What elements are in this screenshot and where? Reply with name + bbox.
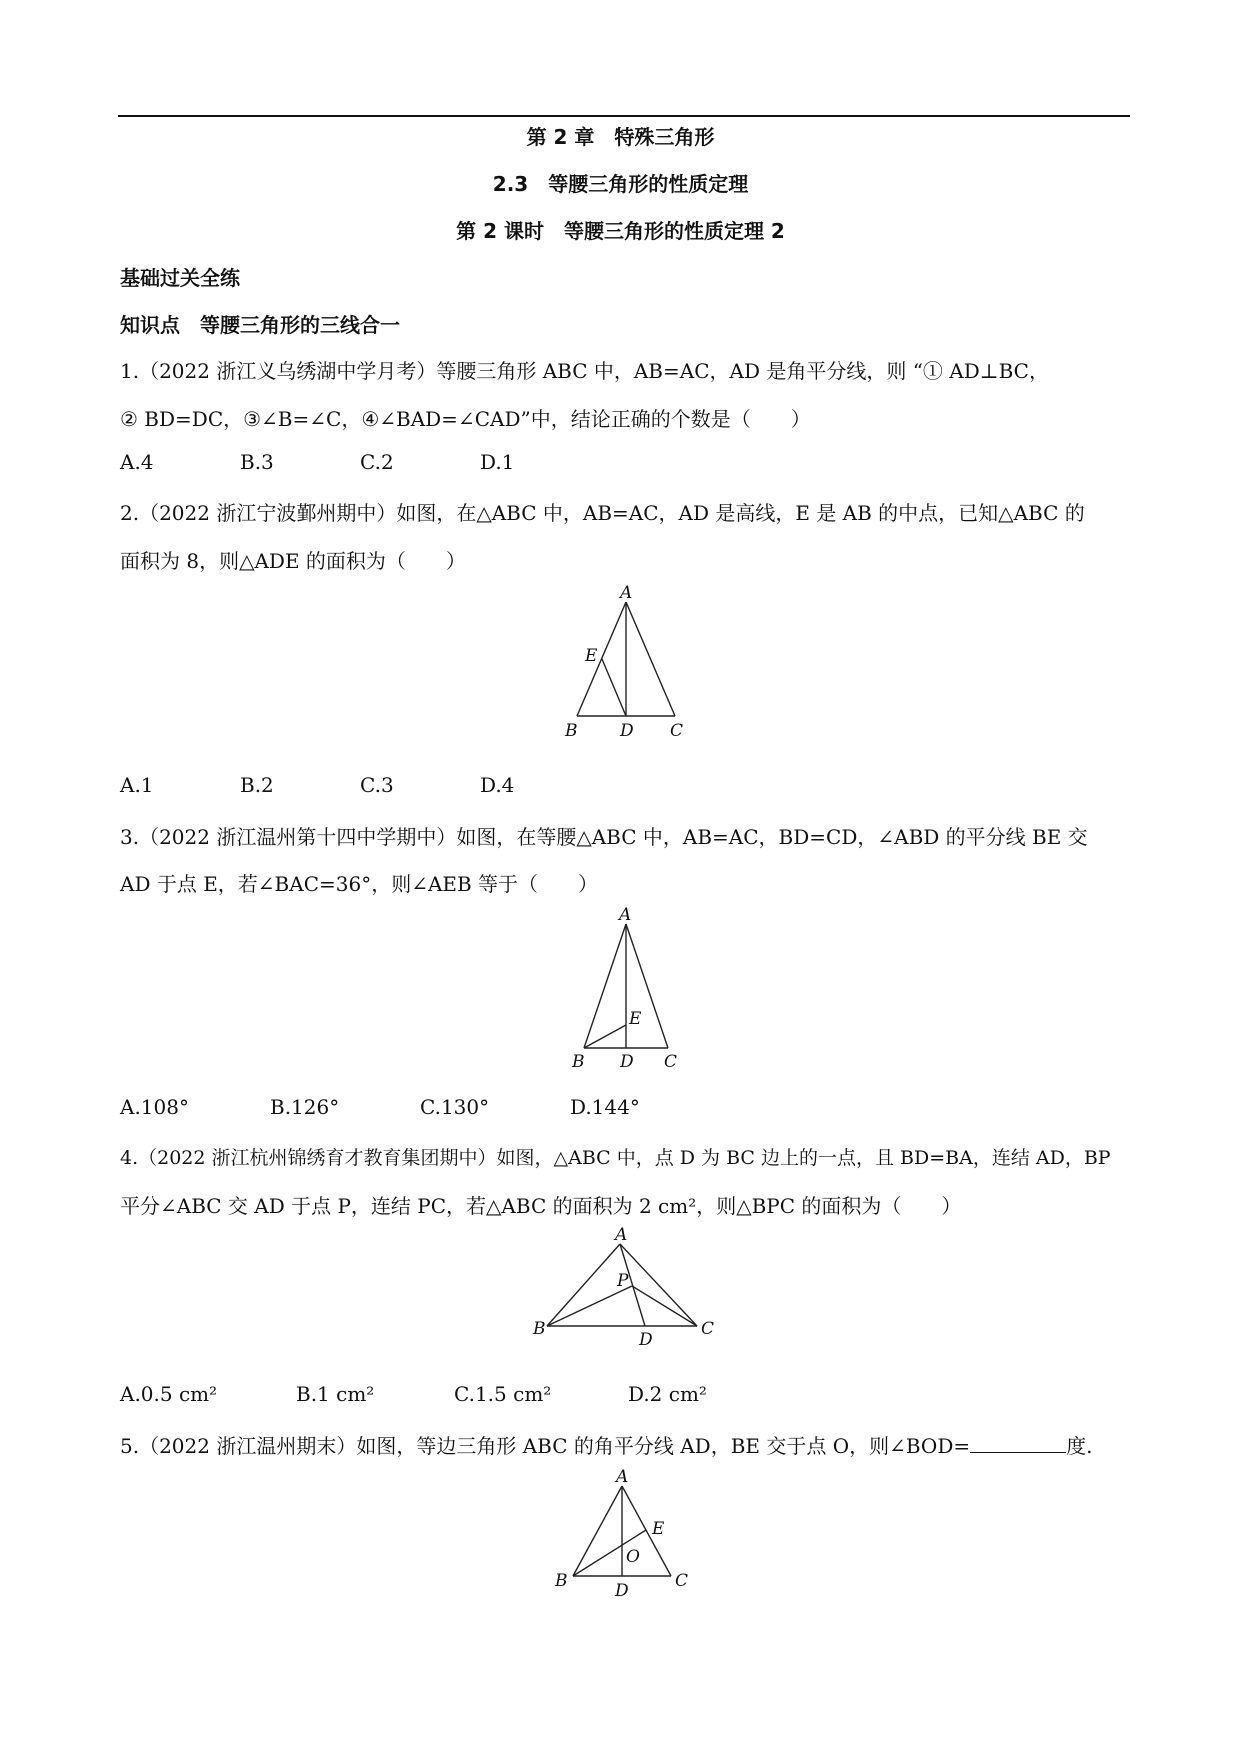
q4-label-b: B [533, 1319, 546, 1339]
q4-label-d: D [639, 1330, 653, 1350]
q4-option-d[interactable]: D.2 cm² [628, 1382, 707, 1406]
lesson-title: 第 2 课时 等腰三角形的性质定理 2 [456, 219, 785, 243]
q5-text-end: 度. [1066, 1434, 1093, 1458]
q5-side-ab [573, 1486, 622, 1576]
q2-line-1: 2.（2022 浙江宁波鄞州期中）如图，在△ABC 中，AB=AC，AD 是高线，E 是 AB 的中点，已知△ABC 的 [120, 501, 1085, 525]
q5-label-d: D [615, 1581, 629, 1601]
q4-figure [525, 1224, 725, 1354]
q2-segment-ed [602, 659, 626, 716]
q4-option-c[interactable]: C.1.5 cm² [454, 1382, 552, 1406]
q4-side-ac [620, 1244, 697, 1326]
q2-option-b[interactable]: B.2 [240, 773, 274, 797]
q2-option-c[interactable]: C.3 [360, 773, 394, 797]
q3-label-c: C [664, 1052, 678, 1072]
q3-option-d[interactable]: D.144° [570, 1095, 640, 1119]
q4-label-c: C [701, 1319, 715, 1339]
q3-option-c[interactable]: C.130° [420, 1095, 490, 1119]
knowledge-point-heading: 知识点 等腰三角形的三线合一 [120, 313, 400, 337]
q5-label-e: E [652, 1519, 665, 1539]
q4-bisector-bp [547, 1286, 632, 1326]
q4-option-a[interactable]: A.0.5 cm² [120, 1382, 218, 1406]
practice-heading: 基础过关全练 [120, 266, 240, 290]
q3-line-1: 3.（2022 浙江温州第十四中学期中）如图，在等腰△ABC 中，AB=AC，BD=CD，∠ABD 的平分线 BE 交 [120, 825, 1088, 849]
q2-option-d[interactable]: D.4 [480, 773, 515, 797]
q4-option-b[interactable]: B.1 cm² [296, 1382, 375, 1406]
q3-label-b: B [572, 1052, 585, 1072]
q1-option-a[interactable]: A.4 [120, 450, 154, 474]
q2-label-a: A [620, 583, 633, 603]
q5-label-o: O [626, 1547, 640, 1567]
header-rule [118, 115, 1130, 117]
q3-side-ab [584, 924, 626, 1048]
q1-option-b[interactable]: B.3 [240, 450, 274, 474]
q3-label-d: D [620, 1052, 634, 1072]
q2-label-b: B [565, 721, 578, 741]
q3-label-e: E [629, 1009, 642, 1029]
q4-label-p: P [617, 1271, 629, 1291]
q4-line-2: 平分∠ABC 交 AD 于点 P，连结 PC，若△ABC 的面积为 2 cm²，则△BPC 的面积为（ ） [120, 1194, 962, 1218]
q3-option-a[interactable]: A.108° [120, 1095, 189, 1119]
q2-label-e: E [585, 646, 598, 666]
q3-option-b[interactable]: B.126° [270, 1095, 340, 1119]
q2-option-a[interactable]: A.1 [120, 773, 154, 797]
q1-line-1: 1.（2022 浙江义乌绣湖中学月考）等腰三角形 ABC 中，AB=AC，AD 是角平分线，则 “① AD⊥BC， [120, 359, 1049, 383]
q1-option-d[interactable]: D.1 [480, 450, 515, 474]
q1-line-2: ② BD=DC，③∠B=∠C，④∠BAD=∠CAD”中，结论正确的个数是（ ） [120, 407, 811, 431]
q2-label-d: D [620, 721, 634, 741]
q1-option-c[interactable]: C.2 [360, 450, 394, 474]
q3-label-a: A [619, 905, 632, 925]
q4-label-a: A [615, 1225, 628, 1245]
q5-label-a: A [616, 1467, 629, 1487]
q2-side-ac [626, 602, 675, 716]
q3-line-2: AD 于点 E，若∠BAC=36°，则∠AEB 等于（ ） [120, 872, 599, 896]
q2-figure [560, 580, 690, 740]
q5-label-b: B [555, 1571, 568, 1591]
q4-side-ab [547, 1244, 620, 1326]
q5-text: 5.（2022 浙江温州期末）如图，等边三角形 ABC 的角平分线 AD，BE 交于点 O，则∠BOD= [120, 1434, 971, 1458]
q5-label-c: C [675, 1571, 689, 1591]
q5-line [120, 1430, 1093, 1459]
q4-line-1: 4.（2022 浙江杭州锦绣育才教育集团期中）如图，△ABC 中，点 D 为 BC 边上的一点，且 BD=BA，连结 AD，BP [120, 1147, 1111, 1169]
section-title: 2.3 等腰三角形的性质定理 [492, 172, 749, 196]
chapter-title: 第 2 章 特殊三角形 [526, 125, 715, 149]
q5-answer-blank[interactable] [970, 1434, 1066, 1453]
q3-side-ac [626, 924, 668, 1048]
q3-figure [560, 902, 690, 1072]
q2-line-2: 面积为 8，则△ADE 的面积为（ ） [120, 549, 466, 573]
q2-label-c: C [670, 721, 684, 741]
q5-figure [550, 1464, 700, 1614]
